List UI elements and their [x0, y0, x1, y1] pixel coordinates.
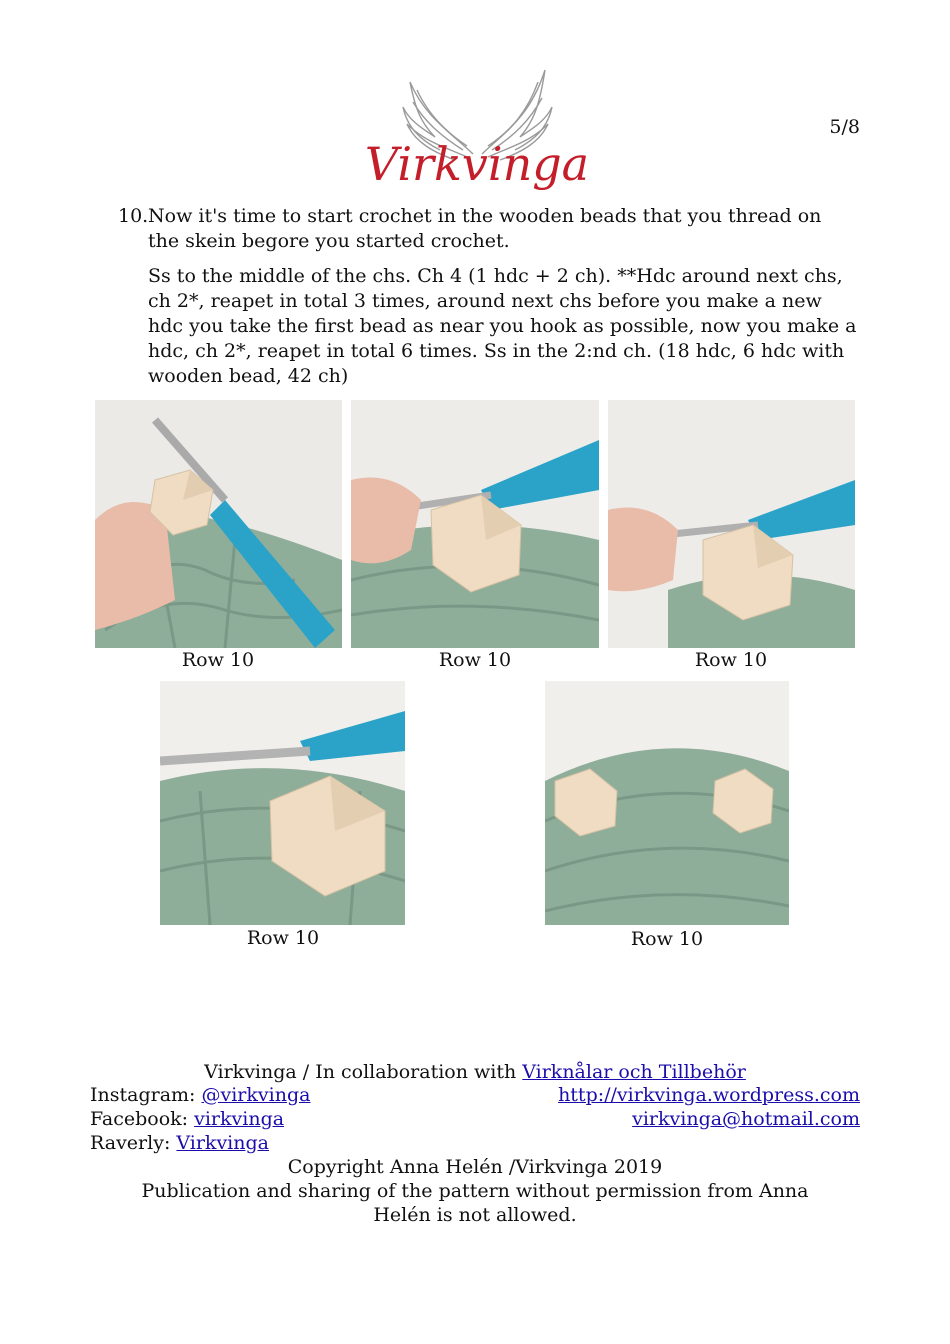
footer-row-facebook — [90, 1108, 860, 1130]
step-number: 10. — [118, 205, 149, 227]
instagram-label: Instagram: — [90, 1084, 202, 1106]
photo-5-caption: Row 10 — [630, 928, 704, 950]
step-paragraph-2: Ss to the middle of the chs. Ch 4 (1 hdc + 2 ch). **Hdc around next chs, ch 2*, reapet in total 3 times, around next chs before you make a new hdc you take the first bead as near you hook as possible, now you make a hdc, ch 2*, reapet in total 6 times. Ss in the 2:nd ch. (18 hdc, 6 hdc with wooden bead, 42 ch) — [148, 265, 857, 387]
facebook-link[interactable]: virkvinga — [194, 1108, 285, 1130]
wings-logo-icon — [355, 62, 600, 202]
copyright: Copyright Anna Helén /Virkvinga 2019 — [287, 1156, 663, 1178]
photo-4 — [160, 681, 405, 925]
virkvinga-logo — [355, 62, 600, 202]
website-link[interactable]: http://virkvinga.wordpress.com — [558, 1084, 860, 1106]
ravelry-link[interactable]: Virkvinga — [176, 1132, 269, 1154]
facebook-label: Facebook: — [90, 1108, 195, 1130]
photo-4-caption: Row 10 — [246, 927, 320, 949]
photo-3 — [608, 400, 855, 648]
collab-link[interactable]: Virknålar och Tillbehör — [522, 1061, 746, 1083]
logo-text: Virkvinga — [364, 137, 590, 191]
sharing-notice: Publication and sharing of the pattern without permission from Anna Helén is not allowed. — [141, 1180, 809, 1226]
photo-5 — [545, 681, 789, 925]
instruction-step — [118, 204, 858, 389]
ravelry-label: Raverly: — [90, 1132, 177, 1154]
photo-2 — [351, 400, 599, 648]
photo-2-caption: Row 10 — [438, 649, 512, 671]
footer-collab — [90, 1060, 860, 1084]
photo-1 — [95, 400, 342, 648]
collab-prefix: Virkvinga / In collaboration with — [204, 1061, 523, 1083]
page-number: 5/8 — [829, 116, 860, 138]
footer-row-ravelry — [90, 1132, 860, 1154]
email-link[interactable]: virkvinga@hotmail.com — [632, 1108, 860, 1130]
photo-1-caption: Row 10 — [181, 649, 255, 671]
step-paragraph-1: Now it's time to start crochet in the wooden beads that you thread on the skein begore you started crochet. — [148, 205, 822, 252]
photo-3-caption: Row 10 — [694, 649, 768, 671]
footer-row-instagram — [90, 1084, 860, 1106]
instagram-link[interactable]: @virkvinga — [201, 1084, 311, 1106]
